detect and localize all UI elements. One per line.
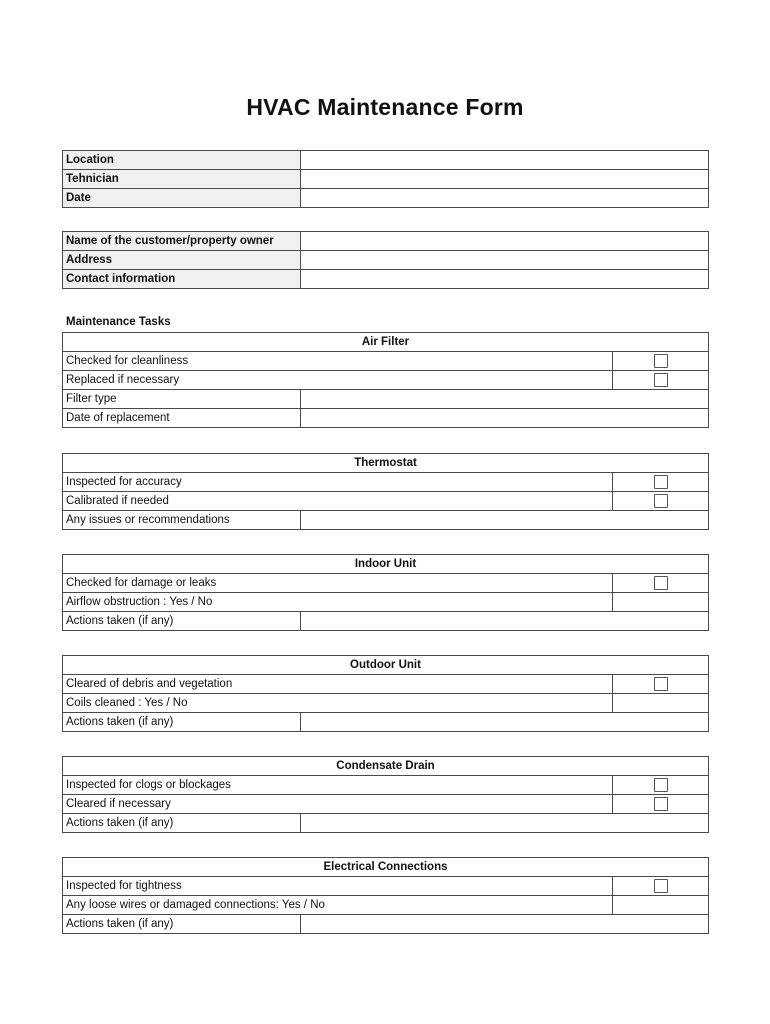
table-row	[63, 232, 709, 251]
contact-info-field[interactable]	[301, 270, 709, 289]
filter-type-field[interactable]	[301, 390, 709, 409]
table-row	[63, 694, 709, 713]
table-row	[63, 612, 709, 631]
customer-info-table	[62, 231, 709, 289]
table-row	[63, 390, 709, 409]
address-field[interactable]	[301, 251, 709, 270]
task-label: Actions taken (if any)	[63, 814, 301, 833]
tightness-checkbox[interactable]	[654, 879, 668, 893]
contact-info-label: Contact information	[63, 270, 301, 289]
air-filter-heading: Air Filter	[63, 333, 709, 352]
task-label: Inspected for clogs or blockages	[63, 776, 613, 795]
table-row	[63, 713, 709, 732]
thermostat-heading: Thermostat	[63, 454, 709, 473]
task-label: Actions taken (if any)	[63, 915, 301, 934]
table-row	[63, 492, 709, 511]
site-info-table	[62, 150, 709, 208]
airflow-answer-field[interactable]	[613, 593, 709, 612]
loose-wires-answer-field[interactable]	[613, 896, 709, 915]
drain-actions-field[interactable]	[301, 814, 709, 833]
task-label: Checked for cleanliness	[63, 352, 613, 371]
calibrated-checkbox[interactable]	[654, 494, 668, 508]
table-row	[63, 915, 709, 934]
location-field[interactable]	[301, 151, 709, 170]
table-row	[63, 511, 709, 530]
date-label: Date	[63, 189, 301, 208]
address-label: Address	[63, 251, 301, 270]
task-label: Any issues or recommendations	[63, 511, 301, 530]
task-label: Date of replacement	[63, 409, 301, 428]
accuracy-checkbox[interactable]	[654, 475, 668, 489]
cleared-checkbox[interactable]	[654, 797, 668, 811]
task-label: Replaced if necessary	[63, 371, 613, 390]
task-label: Inspected for accuracy	[63, 473, 613, 492]
table-row	[63, 251, 709, 270]
outdoor-actions-field[interactable]	[301, 713, 709, 732]
table-row	[63, 574, 709, 593]
damage-leaks-checkbox[interactable]	[654, 576, 668, 590]
air-filter-table	[62, 332, 709, 428]
task-label: Filter type	[63, 390, 301, 409]
replacement-date-field[interactable]	[301, 409, 709, 428]
task-label: Actions taken (if any)	[63, 612, 301, 631]
maintenance-tasks-heading: Maintenance Tasks	[66, 316, 171, 328]
table-row	[63, 409, 709, 428]
task-label: Coils cleaned : Yes / No	[63, 694, 613, 713]
table-row	[63, 371, 709, 390]
customer-name-field[interactable]	[301, 232, 709, 251]
table-row	[63, 795, 709, 814]
condensate-drain-table	[62, 756, 709, 833]
clogs-checkbox[interactable]	[654, 778, 668, 792]
technician-field[interactable]	[301, 170, 709, 189]
thermostat-table	[62, 453, 709, 530]
recommendations-field[interactable]	[301, 511, 709, 530]
table-row	[63, 814, 709, 833]
task-label: Actions taken (if any)	[63, 713, 301, 732]
task-label: Inspected for tightness	[63, 877, 613, 896]
task-label: Cleared if necessary	[63, 795, 613, 814]
task-label: Airflow obstruction : Yes / No	[63, 593, 613, 612]
table-row	[63, 270, 709, 289]
technician-label: Tehnician	[63, 170, 301, 189]
table-row	[63, 189, 709, 208]
outdoor-unit-table	[62, 655, 709, 732]
location-label: Location	[63, 151, 301, 170]
task-label: Checked for damage or leaks	[63, 574, 613, 593]
table-row	[63, 151, 709, 170]
coils-answer-field[interactable]	[613, 694, 709, 713]
cleanliness-checkbox[interactable]	[654, 354, 668, 368]
electrical-heading: Electrical Connections	[63, 858, 709, 877]
form-title: HVAC Maintenance Form	[246, 94, 524, 120]
condensate-drain-heading: Condensate Drain	[63, 757, 709, 776]
table-row	[63, 776, 709, 795]
replaced-checkbox[interactable]	[654, 373, 668, 387]
indoor-actions-field[interactable]	[301, 612, 709, 631]
task-label: Cleared of debris and vegetation	[63, 675, 613, 694]
task-label: Calibrated if needed	[63, 492, 613, 511]
indoor-unit-table	[62, 554, 709, 631]
electrical-actions-field[interactable]	[301, 915, 709, 934]
table-row	[63, 352, 709, 371]
indoor-unit-heading: Indoor Unit	[63, 555, 709, 574]
table-row	[63, 170, 709, 189]
table-row	[63, 473, 709, 492]
table-row	[63, 877, 709, 896]
customer-name-label: Name of the customer/property owner	[63, 232, 301, 251]
table-row	[63, 675, 709, 694]
table-row	[63, 896, 709, 915]
electrical-connections-table	[62, 857, 709, 934]
debris-checkbox[interactable]	[654, 677, 668, 691]
date-field[interactable]	[301, 189, 709, 208]
task-label: Any loose wires or damaged connections: Yes / No	[63, 896, 613, 915]
outdoor-unit-heading: Outdoor Unit	[63, 656, 709, 675]
table-row	[63, 593, 709, 612]
